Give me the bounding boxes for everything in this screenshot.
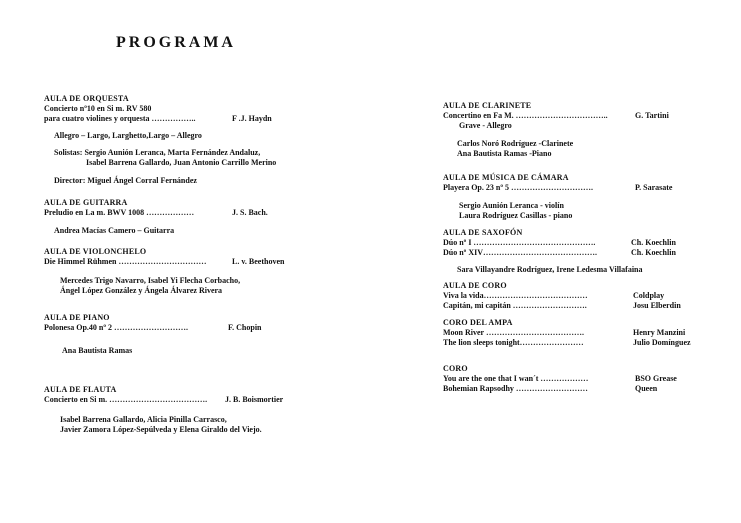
work-title: Dúo nº XIV…………………………………….	[443, 248, 597, 257]
work-row	[44, 257, 344, 267]
work-title: You are the one that I wan´t ………………	[443, 374, 589, 383]
composer: G. Tartini	[635, 111, 669, 120]
section-heading: AULA DE FLAUTA	[44, 385, 117, 394]
work-row	[44, 114, 344, 124]
section-violonchelo	[44, 247, 344, 296]
work-row	[443, 328, 733, 338]
movements: Allegro – Largo, Larghetto,Largo – Allegro	[54, 131, 202, 140]
conductor: Director: Miguel Ángel Corral Fernández	[54, 176, 197, 185]
performers-line-2: Javier Zamora López-Sepúlveda y Elena Giraldo del Viejo.	[60, 425, 262, 434]
work-row	[443, 301, 733, 311]
work-row	[443, 248, 733, 258]
composer: J. B. Boismortier	[225, 395, 284, 404]
page-title: PROGRAMA	[116, 34, 236, 51]
section-saxofon	[443, 228, 733, 275]
work-row	[44, 208, 344, 218]
section-guitarra	[44, 198, 344, 236]
performer: Ana Bautista Ramas	[62, 346, 133, 355]
work-title: Capitán, mi capitán ……………………….	[443, 301, 587, 310]
performer-1: Sergio Aunión Leranca - violín	[459, 201, 564, 210]
performer-2: Laura Rodríguez Casillas - piano	[459, 211, 573, 220]
soloists-line-1: Solistas: Sergio Aunión Leranca, Marta Fernández Andaluz,	[54, 148, 261, 157]
work-row	[443, 183, 733, 193]
composer: F .J. Haydn	[232, 114, 272, 123]
movements: Grave - Allegro	[459, 121, 512, 130]
composer: Julio Domínguez	[633, 338, 691, 347]
performers-line-1: Mercedes Trigo Navarro, Isabel Yi Flecha Corbacho,	[60, 276, 241, 285]
composer: Ch. Koechlin	[631, 238, 676, 247]
section-coro-final	[443, 364, 733, 394]
section-heading: AULA DE SAXOFÓN	[443, 228, 523, 237]
composer: J. S. Bach.	[232, 208, 268, 217]
soloists-line-2: Isabel Barrena Gallardo, Juan Antonio Carrillo Merino	[86, 158, 277, 167]
work-title: The lion sleeps tonight……………………	[443, 338, 584, 347]
composer: Ch. Koechlin	[631, 248, 676, 257]
section-camara	[443, 173, 733, 221]
composer: Coldplay	[633, 291, 665, 300]
composer: P. Sarasate	[635, 183, 673, 192]
section-heading: AULA DE CORO	[443, 281, 507, 290]
composer: Josu Elberdin	[633, 301, 681, 310]
work-row	[443, 374, 733, 384]
work-row	[443, 238, 733, 248]
composer: L. v. Beethoven	[232, 257, 285, 266]
performer: Andrea Macías Camero – Guitarra	[54, 226, 175, 235]
work-row	[443, 111, 733, 121]
performer-1: Carlos Noró Rodríguez -Clarinete	[457, 139, 574, 148]
composer: BSO Grease	[635, 374, 677, 383]
work-title: Die Himmel Rühmen ……………………………	[44, 257, 207, 266]
section-coro	[443, 281, 733, 311]
performers: Sara Villayandre Rodríguez, Irene Ledesma Villafaina	[457, 265, 643, 274]
section-heading: AULA DE CLARINETE	[443, 101, 532, 110]
work-row	[443, 384, 733, 394]
work-title: Viva la vida…………………………………	[443, 291, 588, 300]
section-heading: CORO	[443, 364, 468, 373]
work-title: Concierto en Si m. ……………………………….	[44, 395, 208, 404]
section-orquesta	[44, 94, 344, 186]
work-title: Preludio en La m. BWV 1008 ………………	[44, 208, 195, 217]
work-title: Polonesa Op.40 nº 2 ……………………….	[44, 323, 188, 332]
work-row	[44, 323, 344, 333]
right-column	[443, 101, 733, 394]
work-title: Concierto nº10 en Si m. RV 580	[44, 104, 152, 113]
section-heading: AULA DE ORQUESTA	[44, 94, 129, 103]
work-title: Moon River ……………………………….	[443, 328, 584, 337]
section-coro-ampa	[443, 318, 733, 348]
work-title: Bohemian Rapsodhy ………………………	[443, 384, 588, 393]
work-row	[443, 338, 733, 348]
section-flauta	[44, 385, 344, 435]
section-piano	[44, 313, 344, 356]
section-clarinete	[443, 101, 733, 159]
section-heading: AULA DE VIOLONCHELO	[44, 247, 147, 256]
work-title-continued: para cuatro violines y orquesta ……………..	[44, 114, 196, 123]
performers-line-2: Ángel López González y Ángela Álvarez Rivera	[60, 286, 223, 295]
section-heading: AULA DE MÚSICA DE CÁMARA	[443, 173, 569, 182]
composer: Queen	[635, 384, 658, 393]
performers-line-1: Isabel Barrena Gallardo, Alicia Pinilla Carrasco,	[60, 415, 227, 424]
section-heading: CORO DEL AMPA	[443, 318, 513, 327]
performer-2: Ana Bautista Ramas -Piano	[457, 149, 552, 158]
left-column	[44, 94, 344, 435]
section-heading: AULA DE PIANO	[44, 313, 110, 322]
work-row	[443, 291, 733, 301]
work-title: Dúo nº I ……………………………………….	[443, 238, 596, 247]
section-heading: AULA DE GUITARRA	[44, 198, 128, 207]
work-title: Concertino en Fa M. ……………………………..	[443, 111, 608, 120]
work-title: Playera Op. 23 nº 5 ………………………….	[443, 183, 593, 192]
composer: F. Chopin	[228, 323, 262, 332]
composer: Henry Manzini	[633, 328, 686, 337]
work-row	[44, 395, 344, 405]
